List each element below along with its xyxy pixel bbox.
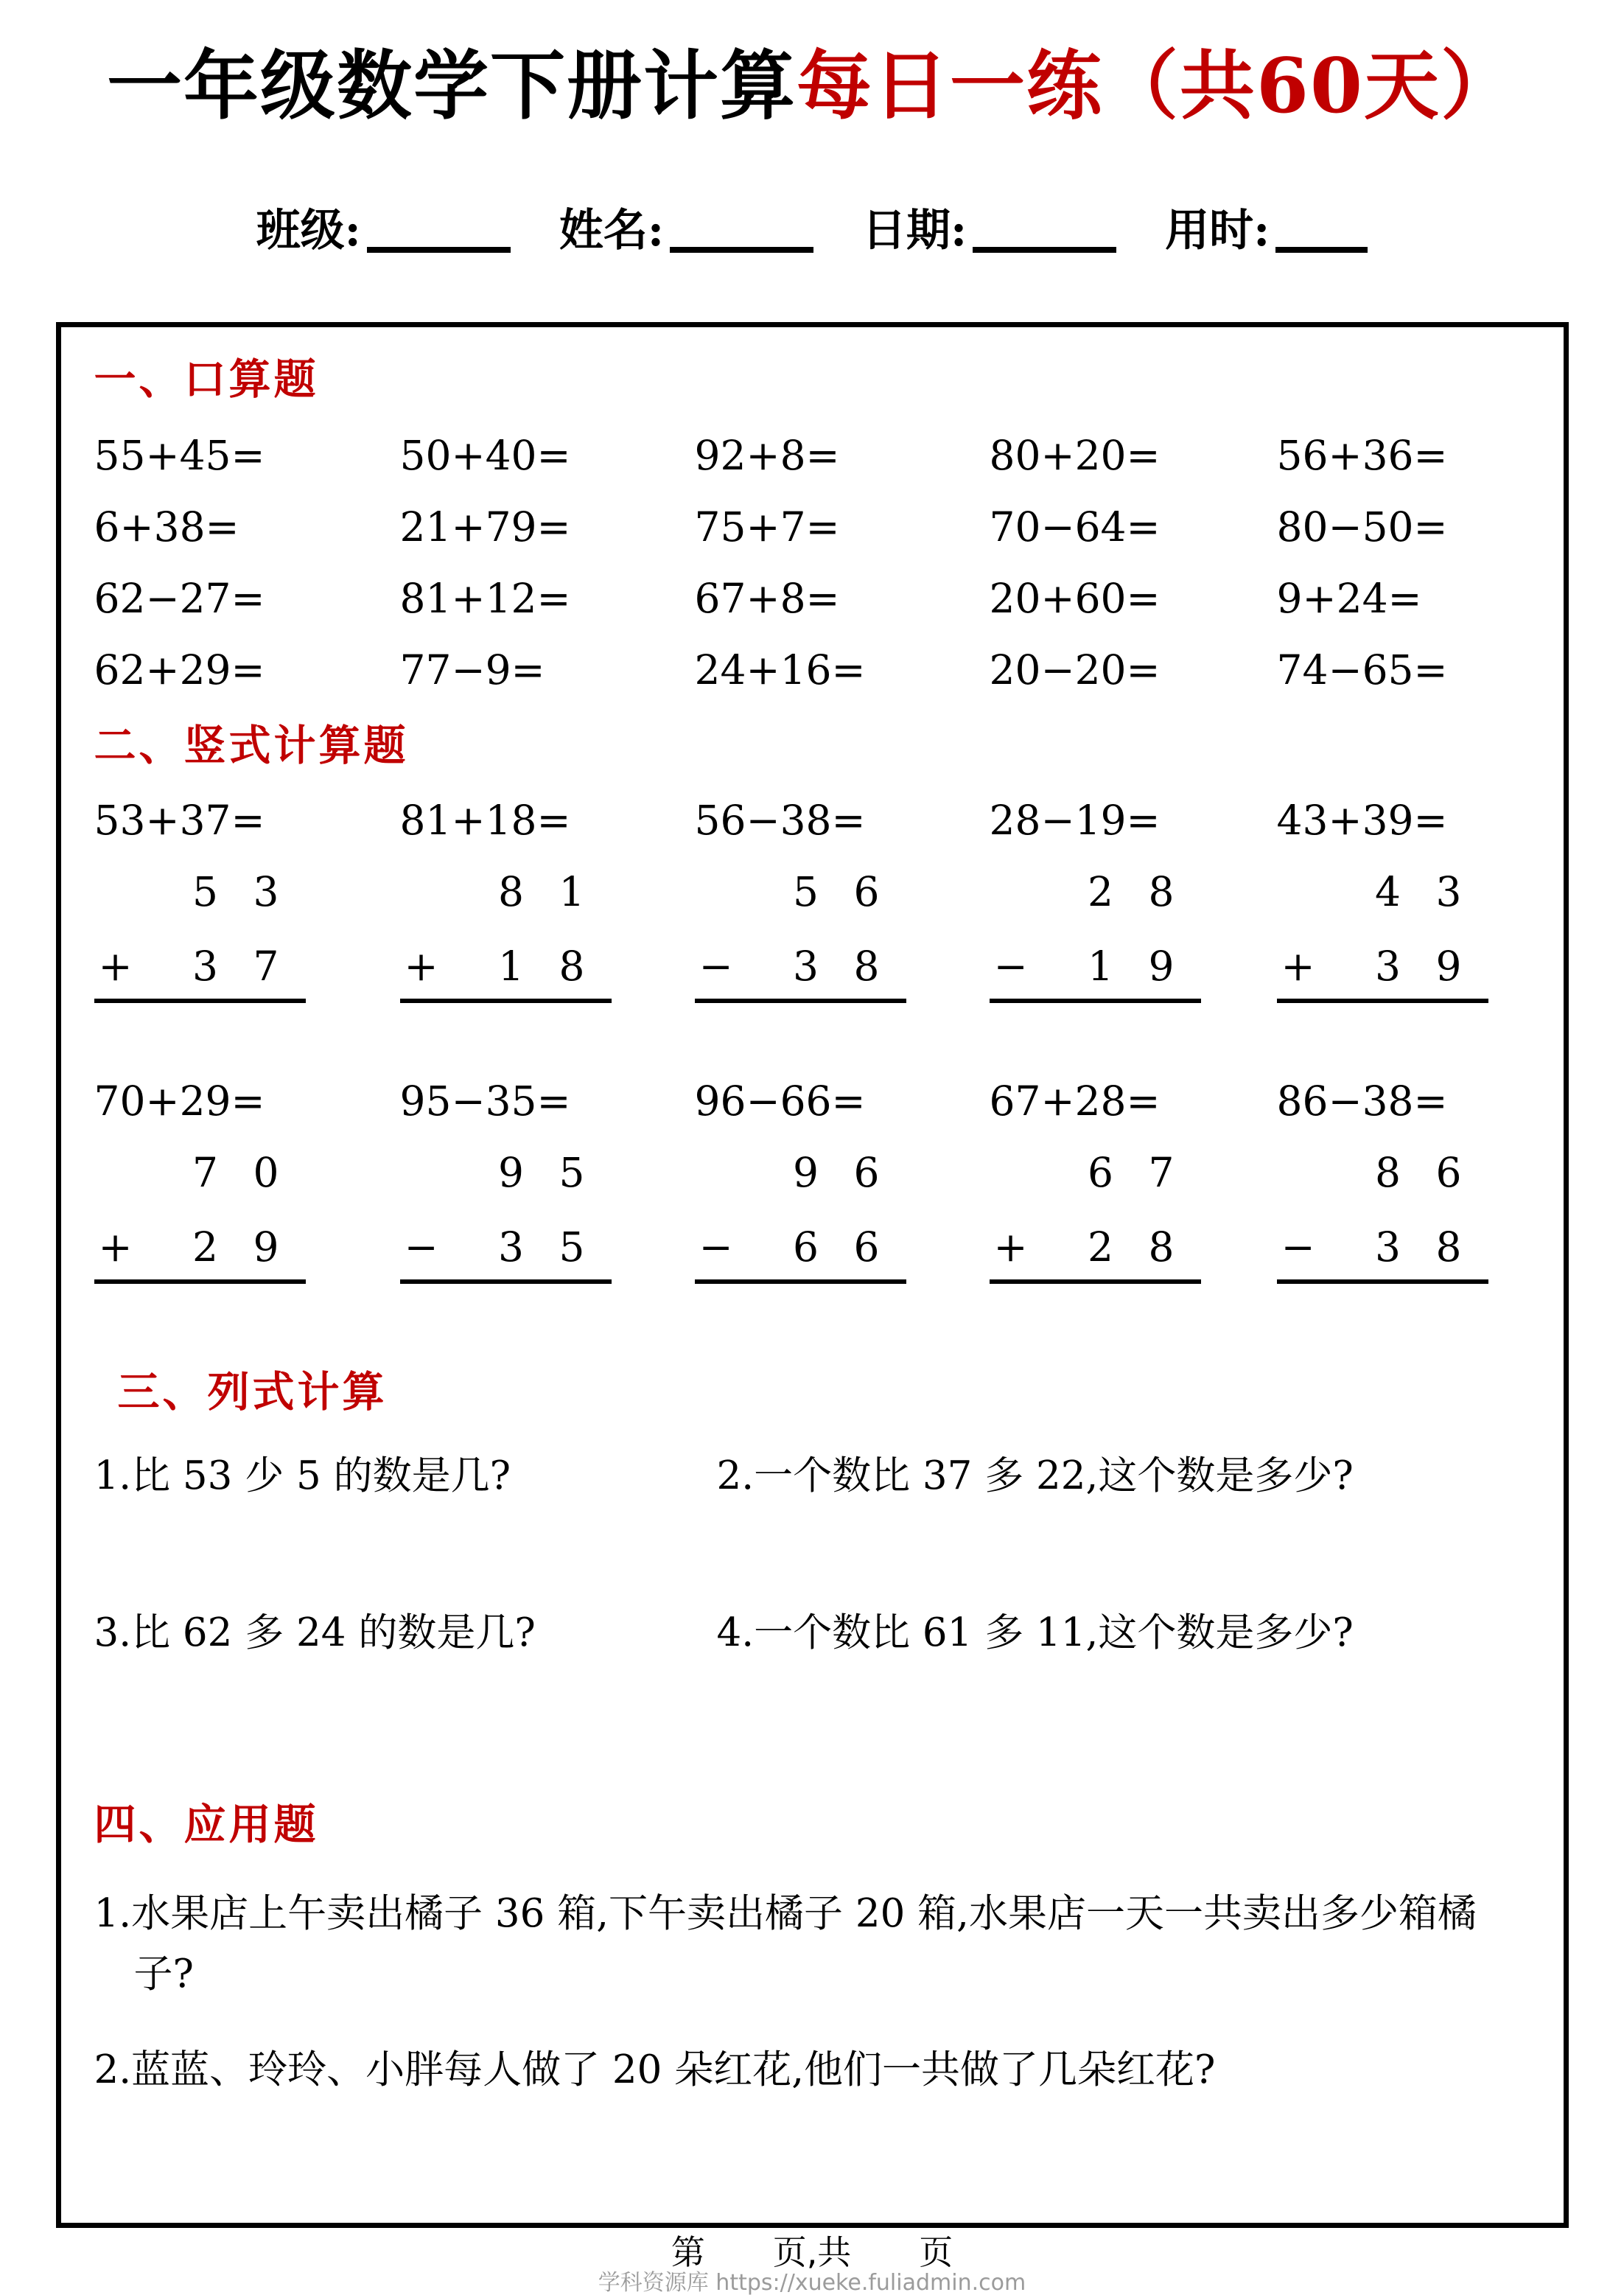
vertical-stack bbox=[1277, 1148, 1488, 1284]
stack-bottom-number: 3 7 bbox=[192, 942, 279, 990]
stack-operator: + bbox=[993, 1223, 1028, 1271]
vertical-stack bbox=[94, 1148, 306, 1284]
stack-operator: + bbox=[98, 1223, 133, 1271]
stack-top-number: 4 3 bbox=[1375, 867, 1462, 915]
field-time-used bbox=[1165, 204, 1368, 256]
vertical-stack bbox=[990, 867, 1201, 1003]
vertical-stack bbox=[400, 867, 612, 1003]
field-class-blank-line bbox=[367, 247, 511, 253]
stack-bottom-number: 3 5 bbox=[498, 1223, 585, 1271]
oral-problem: 75+7= bbox=[694, 503, 840, 551]
vertical-stack bbox=[990, 1148, 1201, 1284]
oral-problem: 20−20= bbox=[989, 646, 1161, 694]
oral-problem: 21+79= bbox=[399, 503, 571, 551]
vertical-equations-row-2 bbox=[94, 1077, 1534, 1125]
worksheet-border-box bbox=[56, 322, 1569, 2228]
field-time-used-blank-line bbox=[1275, 247, 1368, 253]
applied-problem: 1.水果店上午卖出橘子 36 箱,下午卖出橘子 20 箱,水果店一天一共卖出多少箱橘子? bbox=[94, 1890, 1477, 1997]
vertical-equation: 43+39= bbox=[1276, 796, 1448, 844]
field-class bbox=[256, 204, 511, 256]
stack-top-number: 8 1 bbox=[498, 867, 585, 915]
stack-operator: + bbox=[1281, 942, 1315, 990]
oral-problem: 77−9= bbox=[399, 646, 545, 694]
listed-problem: 2.一个数比 37 多 22,这个数是多少? bbox=[716, 1453, 1354, 1498]
listed-problems-grid bbox=[94, 1454, 1534, 1656]
field-date bbox=[862, 204, 1116, 256]
vertical-equation: 28−19= bbox=[989, 796, 1161, 844]
oral-problem: 67+8= bbox=[694, 574, 840, 622]
vertical-stack bbox=[695, 1148, 906, 1284]
stack-top-number: 5 3 bbox=[192, 867, 279, 915]
stack-operator: + bbox=[404, 942, 438, 990]
footer-page-label: 第 页,共 页 bbox=[671, 2232, 953, 2272]
vertical-equation: 67+28= bbox=[989, 1077, 1161, 1125]
page-title bbox=[0, 34, 1624, 139]
applied-problem: 2.蓝蓝、玲玲、小胖每人做了 20 朵红花,他们一共做了几朵红花? bbox=[94, 2047, 1216, 2092]
oral-problem: 62−27= bbox=[94, 574, 265, 622]
vertical-stacks-row-1 bbox=[94, 867, 1534, 1003]
field-name-label: 姓名: bbox=[559, 204, 664, 256]
stack-top-number: 8 6 bbox=[1375, 1148, 1462, 1196]
oral-problem: 81+12= bbox=[399, 574, 571, 622]
oral-problems-grid bbox=[94, 431, 1534, 694]
oral-problem: 80+20= bbox=[989, 431, 1161, 479]
vertical-equation: 53+37= bbox=[94, 796, 265, 844]
page-title-black: 一年级数学下册计算 bbox=[107, 42, 797, 130]
section-heading-oral: 一、口算题 bbox=[94, 354, 319, 404]
field-class-label: 班级: bbox=[256, 204, 361, 256]
oral-problem: 20+60= bbox=[989, 574, 1161, 622]
section-heading-applied: 四、应用题 bbox=[94, 1799, 319, 1849]
vertical-stack bbox=[94, 867, 306, 1003]
vertical-equation: 70+29= bbox=[94, 1077, 265, 1125]
oral-problem: 80−50= bbox=[1276, 503, 1448, 551]
stack-bottom-number: 3 8 bbox=[793, 942, 880, 990]
oral-problem: 55+45= bbox=[94, 431, 265, 479]
vertical-equation: 81+18= bbox=[399, 796, 571, 844]
stack-bottom-number: 3 8 bbox=[1375, 1223, 1462, 1271]
vertical-stack bbox=[400, 1148, 612, 1284]
stack-operator: − bbox=[699, 1223, 733, 1271]
field-name bbox=[559, 204, 813, 256]
oral-problem: 92+8= bbox=[694, 431, 840, 479]
vertical-equation: 96−66= bbox=[694, 1077, 866, 1125]
stack-bottom-number: 1 9 bbox=[1088, 942, 1175, 990]
stack-bottom-number: 3 9 bbox=[1375, 942, 1462, 990]
vertical-stack bbox=[1277, 867, 1488, 1003]
oral-problem: 24+16= bbox=[694, 646, 866, 694]
oral-problem: 6+38= bbox=[94, 503, 239, 551]
vertical-equation: 56−38= bbox=[694, 796, 866, 844]
field-date-label: 日期: bbox=[862, 204, 967, 256]
stack-bottom-number: 1 8 bbox=[498, 942, 585, 990]
header-fields bbox=[0, 204, 1624, 256]
stack-top-number: 7 0 bbox=[192, 1148, 279, 1196]
field-time-used-label: 用时: bbox=[1165, 204, 1270, 256]
field-name-blank-line bbox=[670, 247, 813, 253]
vertical-equations-row-1 bbox=[94, 796, 1534, 844]
stack-bottom-number: 2 9 bbox=[192, 1223, 279, 1271]
stack-operator: − bbox=[404, 1223, 438, 1271]
stack-top-number: 2 8 bbox=[1088, 867, 1175, 915]
stack-top-number: 9 6 bbox=[793, 1148, 880, 1196]
oral-problem: 9+24= bbox=[1276, 574, 1422, 622]
stack-top-number: 9 5 bbox=[498, 1148, 585, 1196]
vertical-stack bbox=[695, 867, 906, 1003]
section-heading-vertical: 二、竖式计算题 bbox=[94, 720, 409, 770]
listed-problem: 3.比 62 多 24 的数是几? bbox=[94, 1610, 536, 1655]
vertical-stacks-row-2 bbox=[94, 1148, 1534, 1284]
oral-problem: 56+36= bbox=[1276, 431, 1448, 479]
page-title-red: 每日一练（共60天） bbox=[797, 42, 1517, 130]
section-heading-listed: 三、列式计算 bbox=[117, 1366, 388, 1417]
stack-operator: − bbox=[1281, 1223, 1315, 1271]
stack-bottom-number: 2 8 bbox=[1088, 1223, 1175, 1271]
listed-problem: 1.比 53 少 5 的数是几? bbox=[94, 1453, 511, 1498]
oral-problem: 50+40= bbox=[399, 431, 571, 479]
footer-watermark: 学科资源库 https://xueke.fuliadmin.com bbox=[598, 2269, 1026, 2295]
listed-problem: 4.一个数比 61 多 11,这个数是多少? bbox=[716, 1610, 1354, 1655]
oral-problem: 70−64= bbox=[989, 503, 1161, 551]
stack-top-number: 6 7 bbox=[1088, 1148, 1175, 1196]
vertical-equation: 86−38= bbox=[1276, 1077, 1448, 1125]
oral-problem: 74−65= bbox=[1276, 646, 1448, 694]
vertical-equation: 95−35= bbox=[399, 1077, 571, 1125]
stack-top-number: 5 6 bbox=[793, 867, 880, 915]
field-date-blank-line bbox=[973, 247, 1116, 253]
stack-operator: − bbox=[993, 942, 1028, 990]
applied-problems bbox=[94, 1884, 1534, 2100]
stack-operator: − bbox=[699, 942, 733, 990]
stack-bottom-number: 6 6 bbox=[793, 1223, 880, 1271]
oral-problem: 62+29= bbox=[94, 646, 265, 694]
stack-operator: + bbox=[98, 942, 133, 990]
